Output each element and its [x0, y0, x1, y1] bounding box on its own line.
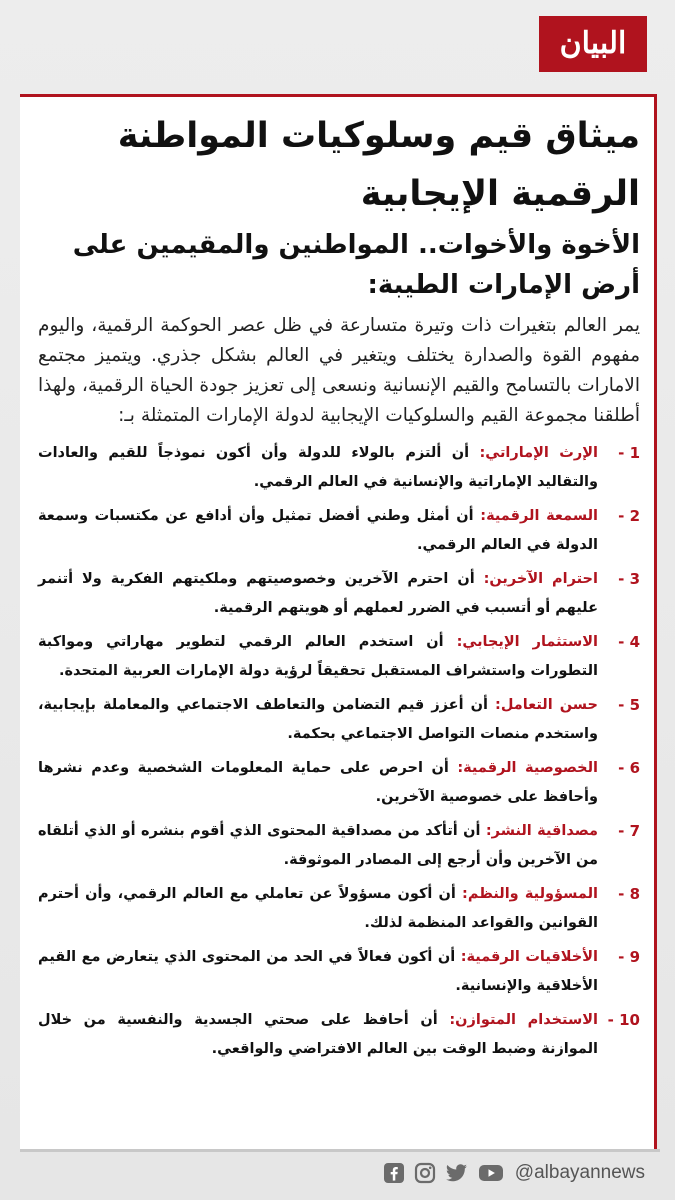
item-body: [38, 817, 598, 875]
item-body: [38, 565, 598, 623]
card-shadow-line: [20, 1149, 660, 1152]
card-content: [38, 107, 640, 1069]
item-number: 8 -: [618, 885, 640, 903]
item-term: الاستثمار الإيجابي:: [456, 634, 598, 650]
item-number: 6 -: [618, 759, 640, 777]
item-body: [38, 439, 598, 497]
page-title: ميثاق قيم وسلوكيات المواطنة الرقمية الإيجابية: [117, 116, 640, 214]
list-item: [38, 817, 640, 875]
item-term: حسن التعامل:: [495, 697, 599, 713]
item-number: 2 -: [618, 507, 640, 525]
item-text: أن أحافظ على صحتي الجسدية والنفسية من خلال الموازنة وضبط الوقت بين العالم الافتراضي والواقعي.: [38, 1012, 598, 1057]
subtitle: الأخوة والأخوات.. المواطنين والمقيمين على أرض الإمارات الطيبة:: [72, 230, 640, 300]
values-list: [38, 439, 640, 1064]
social-footer: [383, 1160, 645, 1186]
item-number: 10 -: [607, 1011, 640, 1029]
item-body: [38, 943, 598, 1001]
list-item: [38, 565, 640, 623]
item-body: [38, 880, 598, 938]
item-number: 9 -: [618, 948, 640, 966]
item-text: أن استخدم العالم الرقمي لتطوير مهاراتي ومواكبة التطورات واستشراف المستقبل تحقيقاً لرؤية دولة الإمارات العربية المتحدة.: [38, 634, 598, 679]
list-item: [38, 943, 640, 1001]
twitter-icon[interactable]: [445, 1162, 469, 1184]
list-item: [38, 502, 640, 560]
item-text: أن أمثل وطني أفضل تمثيل وأن أدافع عن مكتسبات وسمعة الدولة في العالم الرقمي.: [38, 508, 598, 553]
facebook-icon[interactable]: [383, 1162, 405, 1184]
intro-paragraph: يمر العالم بتغيرات ذات وتيرة متسارعة في ظل عصر الحوكمة الرقمية، واليوم مفهوم القوة والصدارة يختلف ويتغير في العالم بشكل جذري. ويتميز مجتمع الامارات بالتسامح والقيم الإنسانية ونسعى إلى تعزيز جودة الحياة الرقمية، ولهذا أطلقنا مجموعة القيم والسلوكيات الإيجابية لدولة الإمارات المتمثلة بـ:: [38, 315, 640, 426]
item-number: 1 -: [618, 444, 640, 462]
item-body: [38, 754, 598, 812]
charter-card: [20, 94, 657, 1149]
social-handle[interactable]: @albayannews: [514, 1162, 645, 1183]
youtube-icon[interactable]: [478, 1163, 504, 1183]
instagram-icon[interactable]: [414, 1162, 436, 1184]
item-text: أن أكون مسؤولاً عن تعاملي مع العالم الرقمي، وأن أحترم القوانين والقواعد المنظمة لذلك.: [38, 886, 598, 931]
item-term: السمعة الرقمية:: [480, 508, 599, 524]
list-item: [38, 880, 640, 938]
item-body: [38, 1006, 598, 1064]
item-body: [38, 628, 598, 686]
list-item: [38, 754, 640, 812]
item-text: أن أتأكد من مصداقية المحتوى الذي أقوم بنشره أو الذي أتلقاه من الآخرين وأن أرجع إلى المصادر الموثوقة.: [38, 823, 598, 868]
item-text: أن احترم الآخرين وخصوصيتهم وملكيتهم الفكرية ولا أتنمر عليهم أو أتسبب في الضرر لعملهم أو هويتهم الرقمية.: [38, 571, 598, 616]
item-number: 4 -: [618, 633, 640, 651]
item-term: الإرث الإماراتي:: [479, 445, 598, 461]
item-term: احترام الآخرين:: [483, 571, 598, 587]
item-number: 5 -: [618, 696, 640, 714]
albayan-logo: [539, 16, 647, 72]
item-term: الخصوصية الرقمية:: [457, 760, 598, 776]
item-text: أن أعزز قيم التضامن والتعاطف الاجتماعي والمعاملة بإيجابية، واستخدم منصات التواصل الاجتماعي بحكمة.: [38, 697, 598, 742]
list-item: [38, 691, 640, 749]
item-number: 7 -: [618, 822, 640, 840]
list-item: [38, 1006, 640, 1064]
item-number: 3 -: [618, 570, 640, 588]
list-item: [38, 628, 640, 686]
item-term: المسؤولية والنظم:: [462, 886, 599, 902]
item-body: [38, 691, 598, 749]
logo-text: البيان: [559, 26, 627, 61]
item-term: مصداقية النشر:: [485, 823, 598, 839]
item-text: أن ألتزم بالولاء للدولة وأن أكون نموذجاً للقيم والعادات والتقاليد الإماراتية والإنسانية في العالم الرقمي.: [38, 445, 598, 490]
list-item: [38, 439, 640, 497]
item-body: [38, 502, 598, 560]
item-text: أن احرص على حماية المعلومات الشخصية وعدم نشرها وأحافظ على خصوصية الآخرين.: [38, 760, 598, 805]
item-term: الاستخدام المتوازن:: [449, 1012, 598, 1028]
item-text: أن أكون فعالاً في الحد من المحتوى الذي يتعارض مع القيم الأخلاقية والإنسانية.: [38, 949, 598, 994]
item-term: الأخلاقيات الرقمية:: [460, 949, 598, 965]
